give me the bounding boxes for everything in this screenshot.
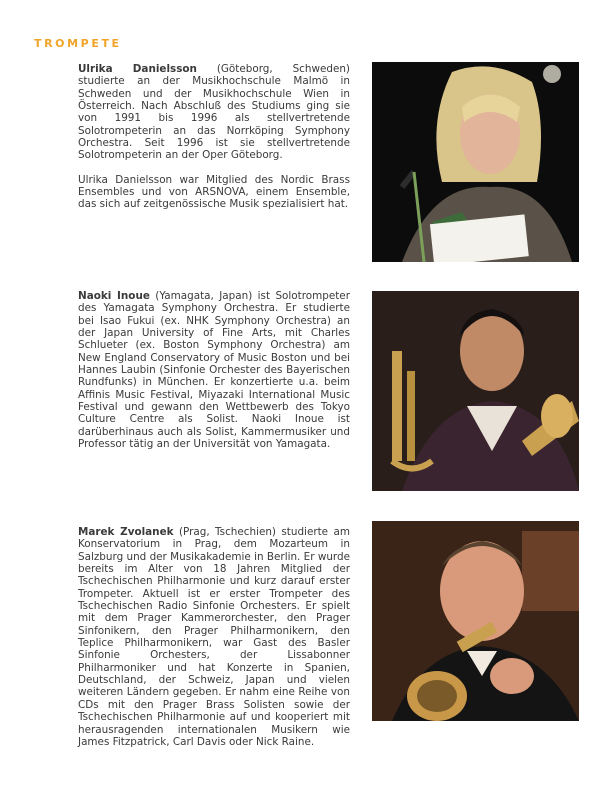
bio-paragraph: Ulrika Danielsson war Mitglied des Nordic Brass Ensembles und von ARSNOVA, einem Ensemble, das sich auf zeitgenössische Musik spezialisiert hat. (78, 173, 350, 211)
bio-ulrika-danielsson (78, 63, 350, 223)
bio-text: (Göteborg, Schweden) studierte an der Musikhochschule Malmö in Schweden und der Musikhochschule Wien in Österreich. Nach Abschluß des Studiums ging sie von 1991 bis 1996 als stellvertretende Solotrompeterin an das Norrköping Symphony Orchestra. Seit 1996 ist sie stellvertretende Solotrompeterin an der Oper Göteborg. (78, 63, 350, 162)
photo-ulrika-danielsson (372, 62, 579, 262)
musician-name: Ulrika Danielsson (78, 63, 197, 75)
bio-paragraph (78, 63, 350, 162)
bio-naoki-inoue (78, 290, 350, 462)
musician-name: Naoki Inoue (78, 290, 150, 302)
bio-paragraph (78, 290, 350, 450)
bio-text: (Prag, Tschechien) studierte am Konservatorium in Prag, dem Mozarteum in Salzburg und der Musikakademie in Berlin. Er wurde bereits im Alter von 18 Jahren Mitglied der Tschechischen Philharmonie und kurz darauf erster Trompeter. Aktuell ist er erster Trompeter des Tschechischen Radio Sinfonie Orchesters. Er spielt mit dem Prager Kammerorchester, den Prager Sinfonikern, den Prager Philharmonikern, den Teplice Philharmonikern, war Gast des Basler Sinfonie Orchesters, der Lissabonner Philharmoniker und hat Konzerte in Spanien, Deutschland, der Schweiz, Japan und vielen weiteren Ländern gegeben. Er nahm eine Reihe von CDs mit den Prager Brass Solisten sowie der Tschechischen Philharmonie auf und kooperiert mit herausragenden internationalen Musikern wie James Fitzpatrick, Carl Davis oder Nick Raine. (78, 526, 350, 748)
portrait-man-trumpet-icon (372, 291, 579, 491)
section-title: TROMPETE (34, 37, 122, 50)
bio-marek-zvolanek (78, 526, 350, 760)
portrait-woman-icon (372, 62, 579, 262)
photo-marek-zvolanek (372, 521, 579, 721)
photo-naoki-inoue (372, 291, 579, 491)
musician-name: Marek Zvolanek (78, 526, 174, 538)
bio-text: (Yamagata, Japan) ist Solotrompeter des Yamagata Symphony Orchestra. Er studierte bei Isao Fukui (ex. NHK Symphony Orchestra) an der Japan University of Fine Arts, mit Charles Schlueter (ex. Boston Symphony Orchestra) am New England Conservatory of Music Boston und bei Hannes Laubin (Sinfonie Orchester des Bayerischen Rundfunks) in München. Er konzertierte u.a. beim Affinis Music Festival, Miyazaki International Music Festival und gewann den Wettbewerb des Tokyo Culture Centre als Solist. Naoki Inoue ist darüberhinaus auch als Solist, Kammermusiker und Professor tätig an der Universität von Yamagata. (78, 290, 350, 451)
portrait-man-playing-trumpet-icon (372, 521, 579, 721)
bio-paragraph (78, 526, 350, 748)
